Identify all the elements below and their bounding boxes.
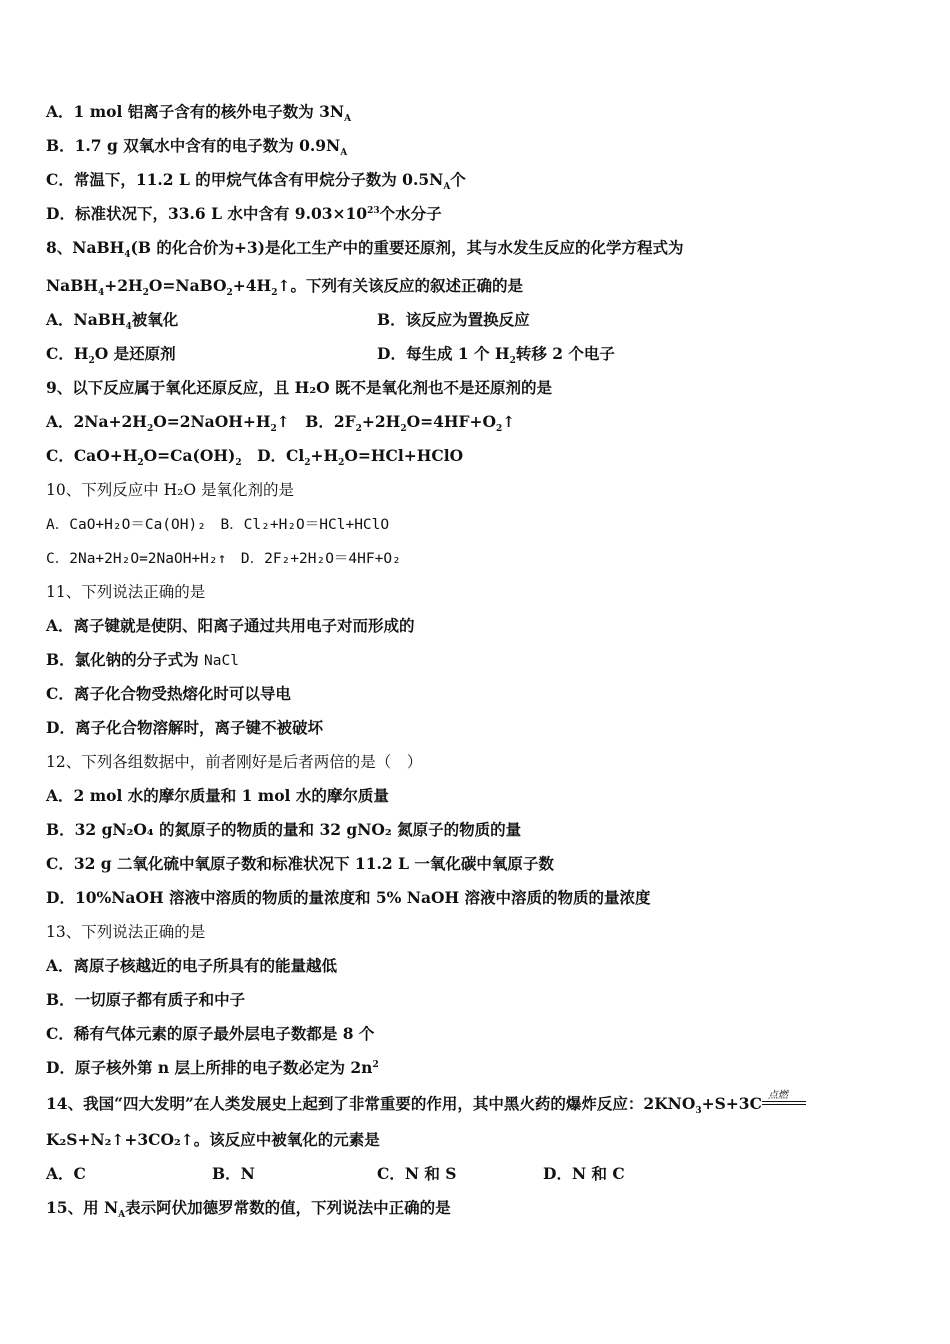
q11-stem: 11、下列说法正确的是 <box>46 583 206 601</box>
q13-option-d: D．原子核外第 n 层上所排的电子数必定为 $2n^2$ <box>46 1058 379 1077</box>
q14-stem: 14、我国“四大发明”在人类发展史上起到了非常重要的作用，其中黑火药的爆炸反应：$2KNO_3+S+3C$ 点燃 <box>46 1094 806 1114</box>
q8-option-d: D．每生成 1 个 $H_2$转移 2 个电子 <box>377 344 615 367</box>
q14-option-c: C．N 和 S <box>377 1164 457 1183</box>
q8-equation: $NaBH_4+2H_2O=NaBO_2+4H_2↑$。下列有关该反应的叙述正确的是 <box>46 276 523 299</box>
q12-option-b: B．32 gN₂O₄ 的氮原子的物质的量和 32 gNO₂ 氮原子的物质的量 <box>46 820 522 839</box>
q12-option-a: A．2 mol 水的摩尔质量和 1 mol 水的摩尔质量 <box>46 786 389 805</box>
q13-option-a: A．离原子核越近的电子所具有的能量越低 <box>46 956 338 975</box>
q13-stem: 13、下列说法正确的是 <box>46 923 206 941</box>
q14-option-d: D．N 和 C <box>543 1164 625 1183</box>
q8-option-c: C．$H_2O$ 是还原剂 <box>46 344 176 367</box>
q14-option-b: B．N <box>212 1164 255 1183</box>
ignition-condition-arrow: 点燃 <box>762 1095 806 1109</box>
q7-option-d: D．标准状况下，33.6 L 水中含有 $9.03\times 10^{23}$个水分子 <box>46 204 442 223</box>
q14-equation: K₂S+N₂↑+3CO₂↑。该反应中被氧化的元素是 <box>46 1130 380 1149</box>
q13-option-b: B．一切原子都有质子和中子 <box>46 990 246 1009</box>
q11-option-a: A．离子键就是使阴、阳离子通过共用电子对而形成的 <box>46 616 415 635</box>
q12-option-c: C．32 g 二氧化硫中氧原子数和标准状况下 11.2 L 一氧化碳中氧原子数 <box>46 854 554 873</box>
q11-option-c: C．离子化合物受热熔化时可以导电 <box>46 684 291 703</box>
q12-option-d: D．10%NaOH 溶液中溶质的物质的量浓度和 5% NaOH 溶液中溶质的物质的量浓度 <box>46 888 651 907</box>
q7-option-c: C．常温下，11.2 L 的甲烷气体含有甲烷分子数为 $0.5N_A$个 <box>46 170 466 193</box>
q15-stem: 15、用 $N_A$表示阿伏加德罗常数的值，下列说法中正确的是 <box>46 1198 451 1221</box>
q8-option-a: A．NaBH$_4$被氧化 <box>46 310 179 333</box>
q7-option-b: B．1.7 g 双氧水中含有的电子数为 $0.9N_A$ <box>46 136 348 159</box>
q8-option-b: B．该反应为置换反应 <box>377 310 530 329</box>
q10-options-ab: A．CaO+H₂O＝Ca(OH)₂ B．Cl₂+H₂O＝HCl+HClO <box>46 517 390 533</box>
q11-option-b: B．氯化钠的分子式为 NaCl <box>46 650 239 669</box>
q10-stem: 10、下列反应中 H₂O 是氧化剂的是 <box>46 481 295 499</box>
q14-option-a: A．C <box>46 1164 86 1183</box>
q9-stem: 9、以下反应属于氧化还原反应，且 H₂O 既不是氧化剂也不是还原剂的是 <box>46 378 553 397</box>
q9-options-ab: A．$2Na+2H_2O=2NaOH+H_2↑$ B．$2F_2+2H_2O=4HF+O_2↑$ <box>46 412 516 435</box>
q10-options-cd: C．2Na+2H₂O=2NaOH+H₂↑ D．2F₂+2H₂O＝4HF+O₂ <box>46 551 401 567</box>
q8-stem: 8、NaBH$_4$(B 的化合价为+3)是化工生产中的重要还原剂，其与水发生反应的化学方程式为 <box>46 238 684 261</box>
q7-option-a: A．1 mol 铝离子含有的核外电子数为 $3N_A$ <box>46 102 352 125</box>
q9-options-cd: C．$CaO+H_2O=Ca(OH)_2$ D．$Cl_2+H_2O=HCl+HClO$ <box>46 446 464 469</box>
q13-option-c: C．稀有气体元素的原子最外层电子数都是 8 个 <box>46 1024 375 1043</box>
q12-stem: 12、下列各组数据中，前者刚好是后者两倍的是（ ） <box>46 753 423 771</box>
q11-option-d: D．离子化合物溶解时，离子键不被破坏 <box>46 718 323 737</box>
